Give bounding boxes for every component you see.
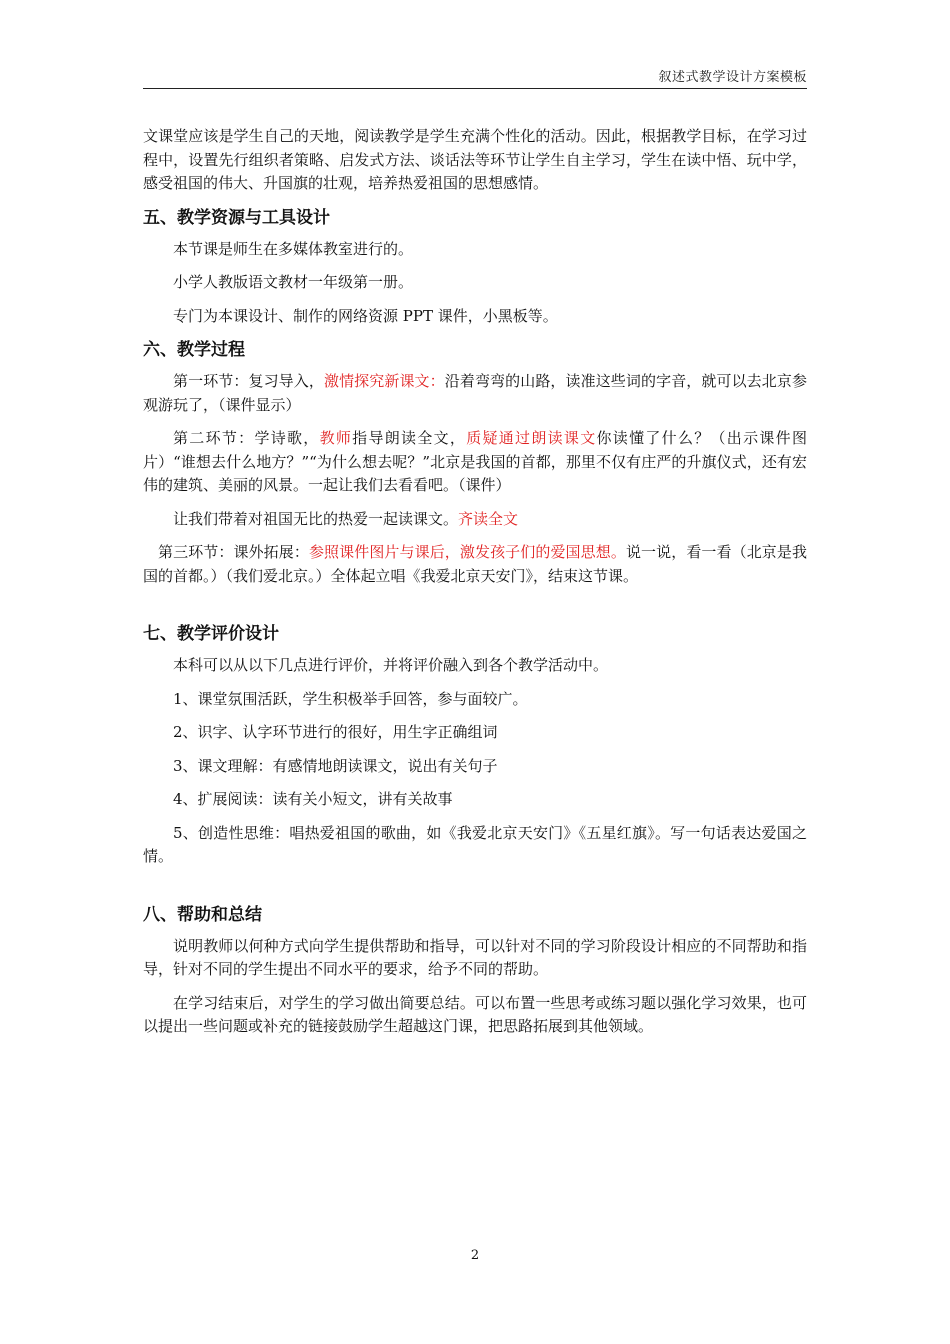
step-2-highlight-2: 质疑通过朗读课文 (466, 429, 597, 447)
step-2-paragraph (143, 427, 807, 498)
section-8-paragraph-2: 在学习结束后，对学生的学习做出简要总结。可以布置一些思考或练习题以强化学习效果，也可以提出一些问题或补充的链接鼓励学生超越这门课，把思路拓展到其他领域。 (143, 993, 807, 1035)
section-7-heading: 七、教学评价设计 (143, 624, 279, 644)
step-3-highlight: 参照课件图片与课后，激发孩子们的爱国思想。 (308, 543, 626, 561)
section-8-paragraph-1: 说明教师以何种方式向学生提供帮助和指导，可以针对不同的学习阶段设计相应的不同帮助和指导，针对不同的学生提出不同水平的要求，给予不同的帮助。 (143, 936, 807, 978)
section-6-heading: 六、教学过程 (143, 340, 245, 360)
section-7-intro: 本科可以从以下几点进行评价，并将评价融入到各个教学活动中。 (173, 656, 609, 674)
step-3-text-a: 第三环节：课外拓展： (158, 543, 309, 561)
evaluation-item-4: 4、扩展阅读：读有关小短文，讲有关故事 (173, 790, 453, 808)
step-2-highlight-1: 教师 (319, 429, 353, 447)
page-header (143, 66, 807, 89)
step-2-text-c: 你读懂了什么？（出示课件图片）“谁想去什么地方？”“为什么想去呢？”北京是我国的首都，那里不仅有庄严的升旗仪式，还有宏伟的建筑、美丽的风景。一起让我们去看看吧。（课件） (143, 429, 807, 494)
evaluation-item-3: 3、课文理解：有感情地朗读课文，说出有关句子 (173, 756, 498, 775)
read-together-highlight: 齐读全文 (458, 509, 519, 528)
page-number: 2 (470, 1248, 480, 1263)
section-8-heading: 八、帮助和总结 (143, 904, 262, 925)
step-3-text-b: 说一说，看一看（北京是我国的首都。）（我们爱北京。）全体起立唱《我爱北京天安门》，结束这节课。 (143, 543, 807, 585)
step-1-text-b: 沿着弯弯的山路，读准这些词的字音，就可以去北京参观游玩了，（课件显示） (143, 372, 807, 414)
step-1-paragraph (143, 370, 807, 417)
read-together-paragraph (143, 508, 807, 532)
section-5-heading: 五、教学资源与工具设计 (143, 207, 330, 228)
document-body (143, 125, 807, 1049)
step-1-highlight: 激情探究新课文： (323, 372, 445, 390)
evaluation-item-1: 1、课堂氛围活跃，学生积极举手回答，参与面较广。 (173, 689, 528, 708)
step-3-paragraph (143, 541, 807, 588)
step-1-text-a: 第一环节：复习导入， (173, 372, 324, 390)
intro-paragraph: 文课堂应该是学生自己的天地，阅读教学是学生充满个性化的活动。因此，根据教学目标，在学习过程中，设置先行组织者策略、启发式方法、谈话法等环节让学生自主学习，学生在读中悟、玩中学，感受祖国的伟大、升国旗的壮观，培养热爱祖国的思想感情。 (143, 127, 807, 192)
evaluation-item-5: 5、创造性思维：唱热爱祖国的歌曲，如《我爱北京天安门》《五星红旗》。写一句话表达爱国之情。 (143, 823, 807, 865)
section-5-paragraph-1: 本节课是师生在多媒体教室进行的。 (173, 239, 414, 258)
step-2-text-a: 第二环节：学诗歌， (173, 429, 320, 447)
step-2-text-b: 指导朗读全文， (352, 429, 467, 447)
section-5-paragraph-2: 小学人教版语文教材一年级第一册。 (173, 273, 414, 291)
header-title: 叙述式教学设计方案模板 (658, 70, 807, 85)
evaluation-item-2: 2、识字、认字环节进行的很好，用生字正确组词 (173, 723, 498, 741)
read-together-text: 让我们带着对祖国无比的热爱一起读课文。 (173, 509, 459, 528)
section-5-paragraph-3: 专门为本课设计、制作的网络资源 PPT 课件，小黑板等。 (173, 306, 558, 325)
